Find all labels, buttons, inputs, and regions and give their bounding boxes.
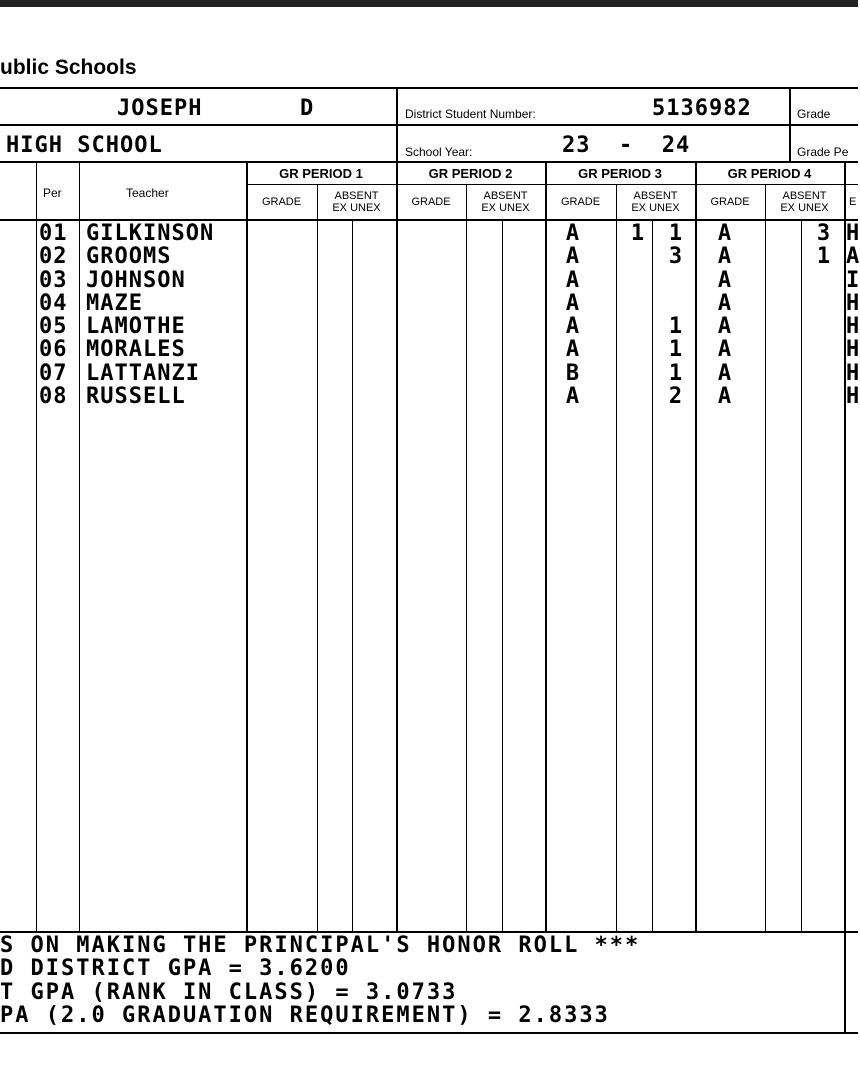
period-4-grade-column (707, 222, 743, 408)
grade-label: Grade (797, 107, 831, 121)
comment-line-3: T GPA (RANK IN CLASS) = 3.0733 (0, 980, 458, 1005)
cell-teacher: LATTANZI (86, 360, 200, 386)
absent-subheader: ABSENT (633, 190, 678, 202)
period-1-header: GR PERIOD 1 (279, 166, 363, 181)
comment-line-1: S ON MAKING THE PRINCIPAL'S HONOR ROLL *** (0, 933, 641, 958)
cell-p3-unex: 1 (668, 314, 684, 340)
cell-p3-unex: 1 (668, 337, 684, 363)
cell-p3-ex (624, 292, 652, 315)
rule (36, 161, 37, 931)
rule (652, 219, 653, 931)
cell-teacher: GILKINSON (86, 221, 215, 246)
cell-next: H (846, 221, 860, 246)
rule (246, 184, 858, 185)
teacher-header: Teacher (126, 186, 169, 200)
cell-p4-ex (770, 292, 798, 315)
cell-p4-unex: 1 (816, 244, 832, 270)
rule (466, 184, 467, 931)
cell-per: 02 (39, 244, 68, 270)
cell-next: A (846, 244, 860, 270)
cell-p4-unex (810, 385, 838, 408)
cell-p3-grade: A (565, 267, 581, 293)
period-3-header: GR PERIOD 3 (578, 166, 662, 181)
teacher-column (86, 222, 214, 408)
period-3-grade-column (555, 222, 591, 408)
grade-subheader: GRADE (560, 196, 601, 208)
cell-p3-unex: 1 (668, 221, 684, 246)
cell-next: H (846, 384, 860, 410)
rule (545, 161, 547, 931)
period-4-header: GR PERIOD 4 (727, 166, 812, 181)
rule (502, 219, 503, 931)
cell-p3-ex (624, 338, 652, 361)
rule (0, 87, 858, 89)
cell-p3-grade: A (565, 314, 581, 340)
period-4-ex-column (770, 222, 798, 408)
next-column-partial (846, 222, 860, 408)
cell-p4-grade: A (717, 221, 733, 246)
cell-p4-ex (770, 315, 798, 338)
grade-subheader: GRADE (710, 196, 750, 208)
period-3-unex-column (662, 222, 690, 408)
cell-p4-unex: 3 (816, 221, 832, 246)
rule (352, 219, 353, 931)
grade-subheader: GRADE (411, 196, 451, 208)
period-2-header: GR PERIOD 2 (428, 166, 513, 181)
cell-p3-unex: 3 (668, 244, 684, 270)
e-subheader: E (849, 196, 857, 208)
rule (0, 124, 858, 126)
ex-unex-subheader: EX UNEX (631, 202, 680, 214)
cell-p4-grade: A (717, 290, 733, 316)
cell-p4-ex (770, 245, 798, 268)
period-3-ex-column (624, 222, 652, 408)
district-student-number-label: District Student Number: (405, 107, 536, 121)
cell-per: 01 (39, 221, 68, 246)
cell-p3-unex (662, 292, 690, 315)
rule (396, 87, 398, 161)
absent-subheader: ABSENT (782, 190, 827, 202)
cell-p3-ex (624, 385, 652, 408)
top-dark-bar (0, 0, 858, 7)
ex-unex-subheader: EX UNEX (332, 202, 381, 214)
absent-subheader: ABSENT (334, 190, 379, 202)
ex-unex-subheader: EX UNEX (780, 202, 829, 214)
rule (616, 184, 617, 931)
cell-p3-unex (662, 269, 690, 292)
cell-per: 07 (39, 360, 68, 386)
cell-p4-ex (770, 222, 798, 245)
cell-per: 06 (39, 337, 68, 363)
rule (79, 161, 80, 931)
cell-p3-ex (624, 269, 652, 292)
school-year-label: School Year: (405, 145, 473, 159)
cell-p4-grade: A (717, 244, 733, 270)
cell-p4-unex (810, 338, 838, 361)
rule (0, 1032, 858, 1034)
cell-p3-grade: B (565, 360, 581, 386)
cell-p3-grade: A (565, 337, 581, 363)
cell-next: H (846, 360, 860, 386)
cell-p4-ex (770, 362, 798, 385)
cell-p4-grade: A (717, 384, 733, 410)
cell-p3-ex (624, 362, 652, 385)
cell-teacher: MORALES (86, 337, 186, 363)
cell-p4-ex (770, 338, 798, 361)
cell-p4-ex (770, 269, 798, 292)
cell-p4-unex (810, 362, 838, 385)
grade-period-label: Grade Pe (797, 145, 849, 159)
cell-next: H (846, 314, 860, 340)
cell-p4-unex (810, 292, 838, 315)
cell-p4-grade: A (717, 267, 733, 293)
cell-p4-grade: A (717, 314, 733, 340)
rule (801, 219, 802, 931)
rule (0, 161, 858, 163)
cell-p4-unex (810, 315, 838, 338)
rule (317, 184, 318, 931)
cell-next: H (846, 337, 860, 363)
student-middle-initial: D (300, 96, 315, 121)
period-4-unex-column (810, 222, 838, 408)
cell-teacher: MAZE (86, 290, 143, 316)
ex-unex-subheader: EX UNEX (481, 202, 530, 214)
cell-next: I (846, 267, 860, 293)
cell-next: H (846, 290, 860, 316)
school-name: HIGH SCHOOL (6, 133, 163, 158)
absent-subheader: ABSENT (483, 190, 528, 202)
cell-p3-grade: A (565, 290, 581, 316)
cell-p3-unex: 2 (668, 384, 684, 410)
cell-p3-ex (624, 315, 652, 338)
district-title: ublic Schools (0, 56, 137, 79)
cell-per: 05 (39, 314, 68, 340)
cell-p3-ex (624, 245, 652, 268)
cell-per: 08 (39, 384, 68, 410)
grade-subheader: GRADE (261, 196, 302, 208)
cell-p3-unex: 1 (668, 360, 684, 386)
cell-teacher: LAMOTHE (86, 314, 186, 340)
cell-p3-grade: A (565, 244, 581, 270)
rule (695, 161, 697, 931)
district-student-number: 5136982 (652, 96, 752, 121)
cell-p3-grade: A (565, 221, 581, 246)
cell-teacher: JOHNSON (86, 267, 186, 293)
comment-line-4: PA (2.0 GRADUATION REQUIREMENT) = 2.8333 (0, 1003, 610, 1028)
school-year: 23 - 24 (562, 133, 691, 158)
cell-p3-grade: A (565, 384, 581, 410)
cell-p4-ex (770, 385, 798, 408)
rule (765, 184, 766, 931)
rule (789, 87, 791, 161)
per-header: Per (43, 186, 62, 200)
cell-p4-grade: A (717, 337, 733, 363)
comment-line-2: D DISTRICT GPA = 3.6200 (0, 956, 351, 981)
cell-teacher: RUSSELL (86, 384, 186, 410)
cell-teacher: GROOMS (86, 244, 172, 270)
cell-per: 03 (39, 267, 68, 293)
student-first-name: JOSEPH (117, 96, 203, 121)
cell-p4-grade: A (717, 360, 733, 386)
cell-p3-ex: 1 (630, 221, 646, 246)
per-column (39, 222, 68, 408)
cell-p4-unex (810, 269, 838, 292)
cell-per: 04 (39, 290, 68, 316)
rule (396, 161, 398, 931)
rule (246, 161, 248, 931)
